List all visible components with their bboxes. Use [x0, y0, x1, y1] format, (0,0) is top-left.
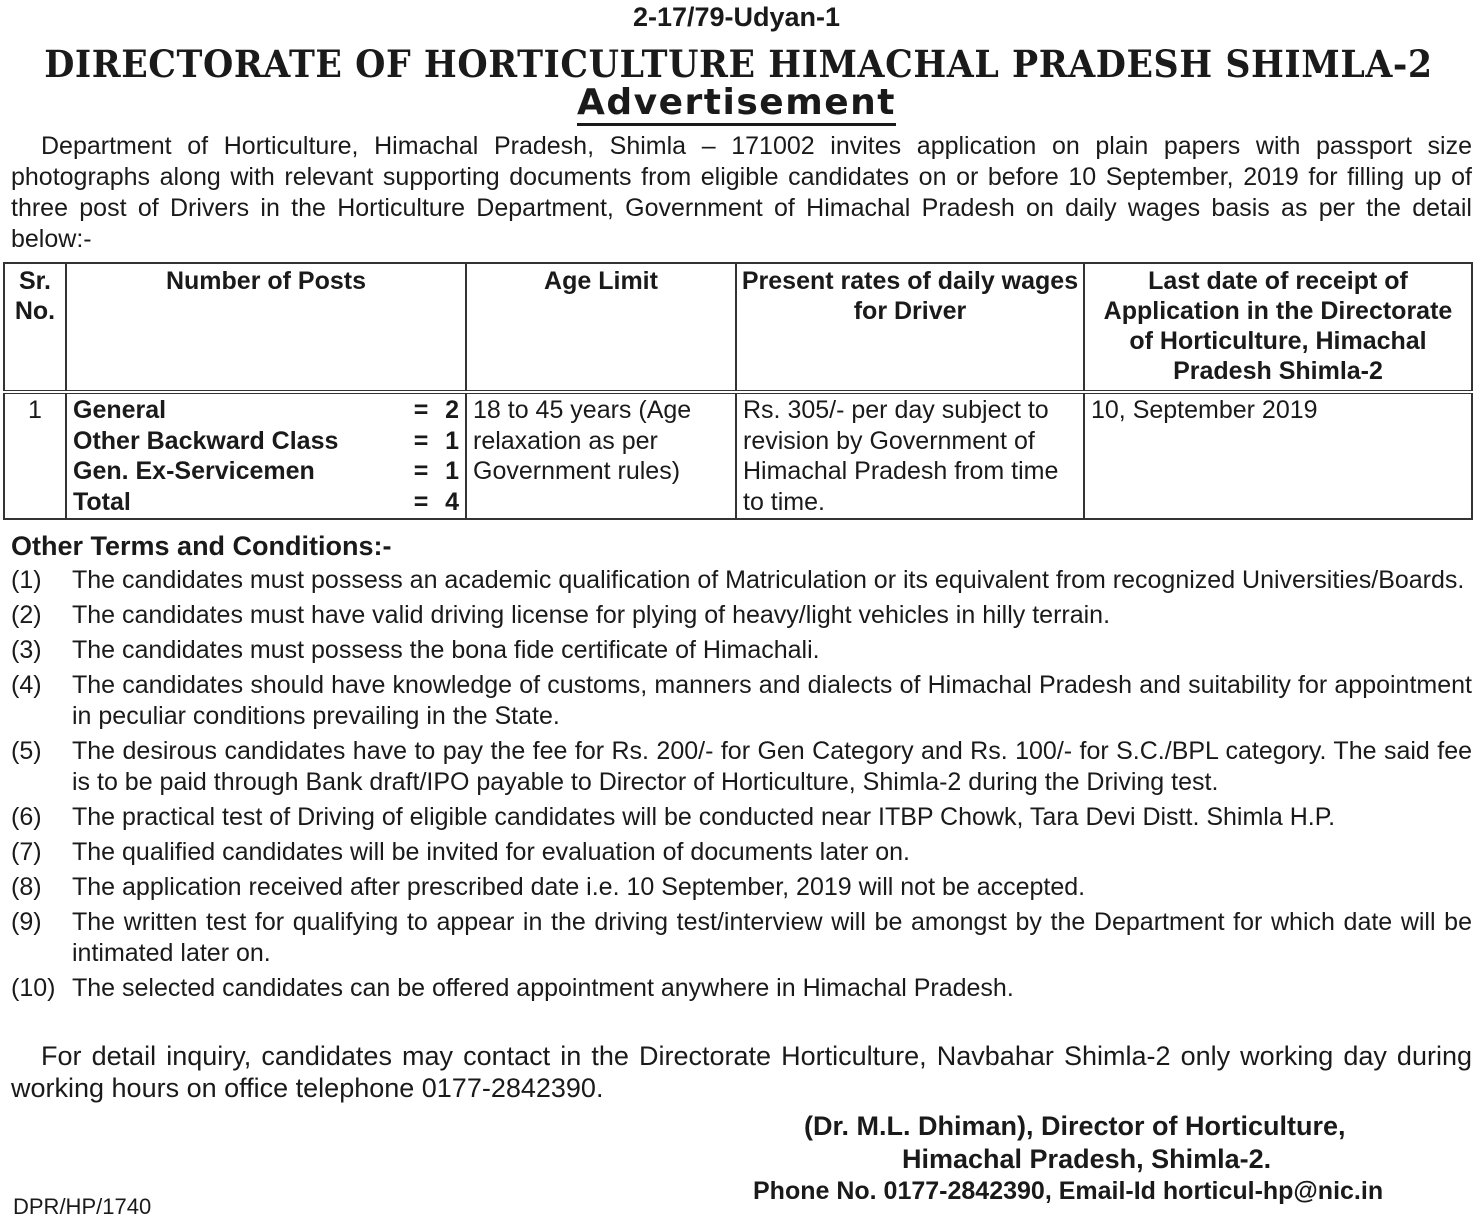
term-number: (9): [11, 908, 42, 936]
post-line-obc: [73, 426, 459, 457]
term-number: (8): [11, 873, 42, 901]
list-item: [11, 872, 1472, 903]
list-item: [11, 973, 1472, 1004]
cell-number-of-posts: [66, 392, 466, 519]
advertisement-heading-wrap: [0, 84, 1473, 126]
list-item: [11, 565, 1472, 596]
term-number: (6): [11, 803, 42, 831]
term-text: The practical test of Driving of eligible candidates will be conducted near ITBP Chowk, Tara Devi Distt. Shimla H.P.: [72, 803, 1336, 831]
term-text: The desirous candidates have to pay the fee for Rs. 200/- for Gen Category and Rs. 100/- for S.C./BPL category. The said fee is to be paid through Bank draft/IPO payable to Director of Horticulture, Shimla-2 during the Driving test.: [72, 737, 1472, 796]
post-equals: =: [413, 457, 429, 485]
intro-text: Department of Horticulture, Himachal Pradesh, Shimla – 171002 invites application on plain papers with passport size photographs along with relevant supporting documents from eligible candidates on or before 10 September, 2019 for filling up of three post of Drivers in the Horticulture Department, Government of Himachal Pradesh on daily wages basis as per the detail below:-: [11, 132, 1472, 253]
post-equals: =: [413, 396, 429, 424]
term-number: (2): [11, 601, 42, 629]
term-number: (4): [11, 671, 42, 699]
term-text: The candidates must possess the bona fide certificate of Himachali.: [72, 636, 820, 664]
cell-last-date: 10, September 2019: [1084, 392, 1472, 519]
footer-code: DPR/HP/1740: [13, 1194, 152, 1219]
table-row: [4, 392, 1472, 519]
reference-number: 2-17/79-Udyan-1: [632, 2, 841, 32]
post-count: 1: [445, 457, 459, 485]
term-number: (3): [11, 636, 42, 664]
post-line-ex-servicemen: [73, 456, 459, 487]
post-equals: =: [413, 426, 429, 455]
list-item: [11, 670, 1472, 732]
term-text: The qualified candidates will be invited for evaluation of documents later on.: [72, 838, 911, 866]
list-item: [11, 736, 1472, 798]
cell-daily-wages: Rs. 305/- per day subject to revision by Government of Himachal Pradesh from time to time.: [736, 392, 1084, 519]
posts-table: [3, 262, 1473, 520]
post-name: Other Backward Class: [73, 426, 339, 455]
term-text: The selected candidates can be offered appointment anywhere in Himachal Pradesh.: [72, 974, 1014, 1002]
post-count: 1: [445, 426, 459, 455]
terms-heading: Other Terms and Conditions:-: [11, 531, 392, 561]
list-item: [11, 635, 1472, 666]
header-age-limit: Age Limit: [466, 263, 736, 392]
signatory-location: Himachal Pradesh, Shimla-2.: [902, 1144, 1272, 1174]
terms-list: [11, 565, 1472, 1008]
contact-paragraph: [11, 1040, 1472, 1104]
contact-text: For detail inquiry, candidates may contact in the Directorate Horticulture, Navbahar Shimla-2 only working day during working hours on office telephone 0177-2842390.: [11, 1041, 1472, 1103]
term-number: (1): [11, 566, 42, 594]
list-item: [11, 837, 1472, 868]
intro-paragraph: [11, 131, 1472, 255]
list-item: [11, 802, 1472, 833]
department-title: DIRECTORATE OF HORTICULTURE HIMACHAL PRADESH SHIMLA-2: [44, 42, 1433, 86]
term-number: (7): [11, 838, 42, 866]
header-number-of-posts: Number of Posts: [66, 263, 466, 392]
header-daily-wages: Present rates of daily wages for Driver: [736, 263, 1084, 392]
term-text: The candidates must have valid driving license for plying of heavy/light vehicles in hilly terrain.: [72, 601, 1111, 629]
term-number: (5): [11, 737, 42, 765]
post-count: 2: [445, 396, 459, 424]
header-sr-no: Sr. No.: [4, 263, 66, 392]
term-text: The application received after prescribed date i.e. 10 September, 2019 will not be accepted.: [72, 873, 1086, 901]
signatory-contact: Phone No. 0177-2842390, Email-Id horticul-hp@nic.in: [753, 1177, 1384, 1205]
post-name: Total: [73, 487, 131, 516]
header-last-date: Last date of receipt of Application in the Directorate of Horticulture, Himachal Pradesh Shimla-2: [1084, 263, 1472, 392]
post-name: Gen. Ex-Servicemen: [73, 457, 315, 485]
term-text: The candidates should have knowledge of customs, manners and dialects of Himachal Pradesh and suitability for appointment in peculiar conditions prevailing in the State.: [72, 671, 1472, 730]
post-line-total: [73, 487, 459, 518]
cell-age-limit: 18 to 45 years (Age relaxation as per Government rules): [466, 392, 736, 519]
post-line-general: [73, 395, 459, 426]
signatory-name: (Dr. M.L. Dhiman), Director of Horticulture,: [804, 1111, 1346, 1141]
list-item: [11, 600, 1472, 631]
list-item: [11, 907, 1472, 969]
table-header-row: [4, 263, 1472, 392]
cell-sr-no: 1: [4, 392, 66, 519]
post-equals: =: [413, 487, 429, 516]
advertisement-heading: Advertisement: [577, 84, 896, 126]
term-text: The candidates must possess an academic qualification of Matriculation or its equivalent from recognized Universities/Boards.: [72, 566, 1465, 594]
term-number: (10): [11, 974, 56, 1002]
post-name: General: [73, 396, 167, 424]
post-count: 4: [445, 487, 459, 516]
term-text: The written test for qualifying to appear in the driving test/interview will be amongst by the Department for which date will be intimated later on.: [72, 908, 1472, 967]
